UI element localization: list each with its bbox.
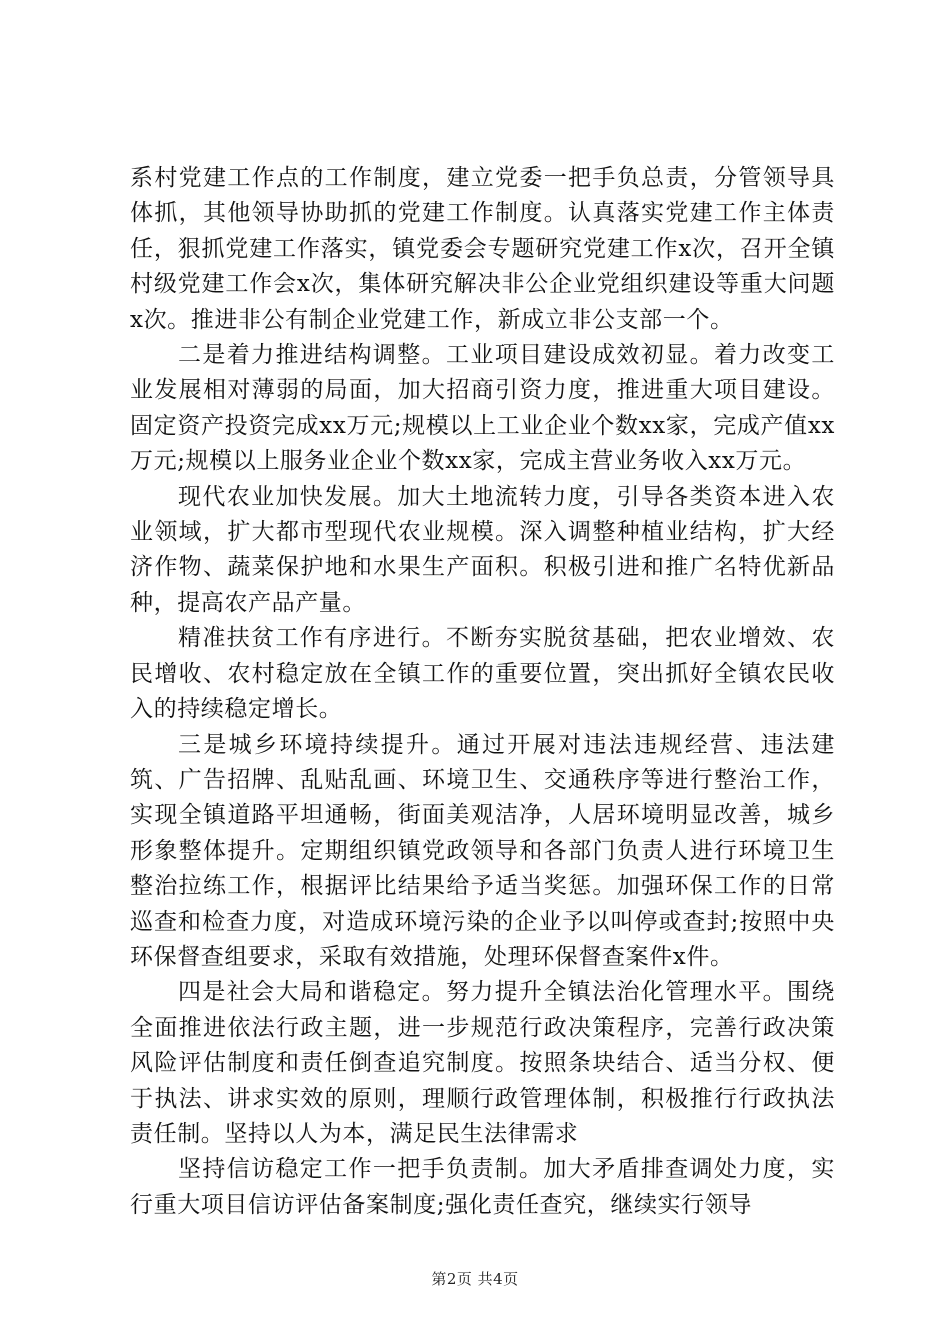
paragraph-2: 二是着力推进结构调整。工业项目建设成效初显。着力改变工业发展相对薄弱的局面，加大招商引资力度，推进重大项目建设。固定资产投资完成xx万元;规模以上工业企业个数xx家，完成产值xx万元;规模以上服务业企业个数xx家，完成主营业务收入xx万元。 [130, 342, 835, 475]
paragraph-6: 四是社会大局和谐稳定。努力提升全镇法治化管理水平。围绕全面推进依法行政主题，进一步规范行政决策程序，完善行政决策风险评估制度和责任倒查追究制度。按照条块结合、适当分权、便于执法、讲求实效的原则，理顺行政管理体制，积极推行行政执法责任制。坚持以人为本，满足民生法律需求 [130, 979, 835, 1147]
paragraph-5: 三是城乡环境持续提升。通过开展对违法违规经营、违法建筑、广告招牌、乱贴乱画、环境卫生、交通秩序等进行整治工作，实现全镇道路平坦通畅，街面美观洁净，人居环境明显改善，城乡形象整体提升。定期组织镇党政领导和各部门负责人进行环境卫生整治拉练工作，根据评比结果给予适当奖惩。加强环保工作的日常巡查和检查力度，对造成环境污染的企业予以叫停或查封;按照中央环保督查组要求，采取有效措施，处理环保督查案件x件。 [130, 731, 835, 970]
paragraph-3: 现代农业加快发展。加大土地流转力度，引导各类资本进入农业领域，扩大都市型现代农业规模。深入调整种植业结构，扩大经济作物、蔬菜保护地和水果生产面积。积极引进和推广名特优新品种，提高农产品产量。 [130, 483, 835, 616]
document-body [130, 161, 835, 1223]
paragraph-1: 系村党建工作点的工作制度，建立党委一把手负总责，分管领导具体抓，其他领导协助抓的党建工作制度。认真落实党建工作主体责任，狠抓党建工作落实，镇党委会专题研究党建工作x次，召开全镇村级党建工作会x次，集体研究解决非公企业党组织建设等重大问题x次。推进非公有制企业党建工作，新成立非公支部一个。 [130, 165, 835, 333]
paragraph-4: 精准扶贫工作有序进行。不断夯实脱贫基础，把农业增效、农民增收、农村稳定放在全镇工作的重要位置，突出抓好全镇农民收入的持续稳定增长。 [130, 625, 835, 723]
paragraph-7: 坚持信访稳定工作一把手负责制。加大矛盾排查调处力度，实行重大项目信访评估备案制度;强化责任查究，继续实行领导 [130, 1156, 835, 1218]
page-number-footer: 第2页 共4页 [431, 1270, 519, 1288]
